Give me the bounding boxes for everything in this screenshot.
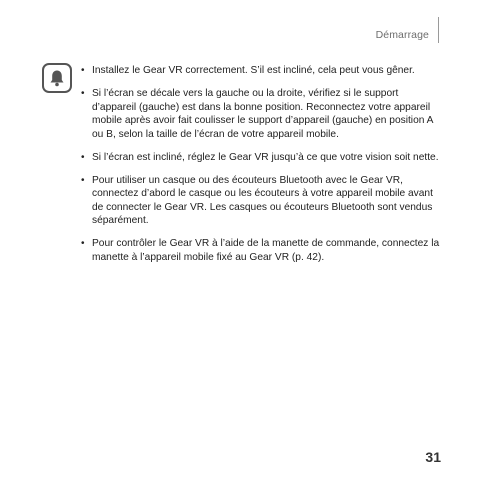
bullet-symbol: • [81, 174, 85, 186]
bell-note-icon [42, 63, 72, 93]
bullet-symbol: • [81, 88, 85, 99]
note-text: Pour utiliser un casque ou des écouteurs Bluetooth avec le Gear VR, connectez d’abord le casque ou les écouteurs à votre appareil mobile avant de connecter le Gear VR. Les casques ou écouteurs Bluetooth sont vendus séparément. [92, 174, 433, 226]
list-item [81, 174, 441, 228]
note-text: Pour contrôler le Gear VR à l’aide de la manette de commande, connectez la manette à l’appareil mobile fixé au Gear VR (p. 42). [92, 238, 440, 263]
bullet-symbol: • [81, 238, 85, 249]
list-item [81, 237, 441, 264]
note-text: Si l’écran se décale vers la gauche ou la droite, vérifiez si le support d’appareil (gauche) est dans la bonne position. Reconnectez votre appareil mobile après avoir fait coulisser le support d’appareil (gauche) en position A ou B, selon la taille de l’écran de votre appareil mobile. [92, 88, 433, 140]
header-divider [438, 17, 439, 43]
list-item [81, 87, 441, 141]
section-title: Démarrage [375, 29, 429, 41]
list-item [81, 64, 441, 78]
note-text: Installez le Gear VR correctement. S’il est incliné, cela peut vous gêner. [92, 65, 415, 76]
page-number: 31 [425, 449, 441, 465]
bullet-symbol: • [81, 151, 85, 163]
note-bullet-list [81, 64, 441, 274]
list-item [81, 151, 441, 165]
note-text: Si l’écran est incliné, réglez le Gear VR jusqu’à ce que votre vision soit nette. [92, 151, 439, 163]
bullet-symbol: • [81, 65, 85, 76]
